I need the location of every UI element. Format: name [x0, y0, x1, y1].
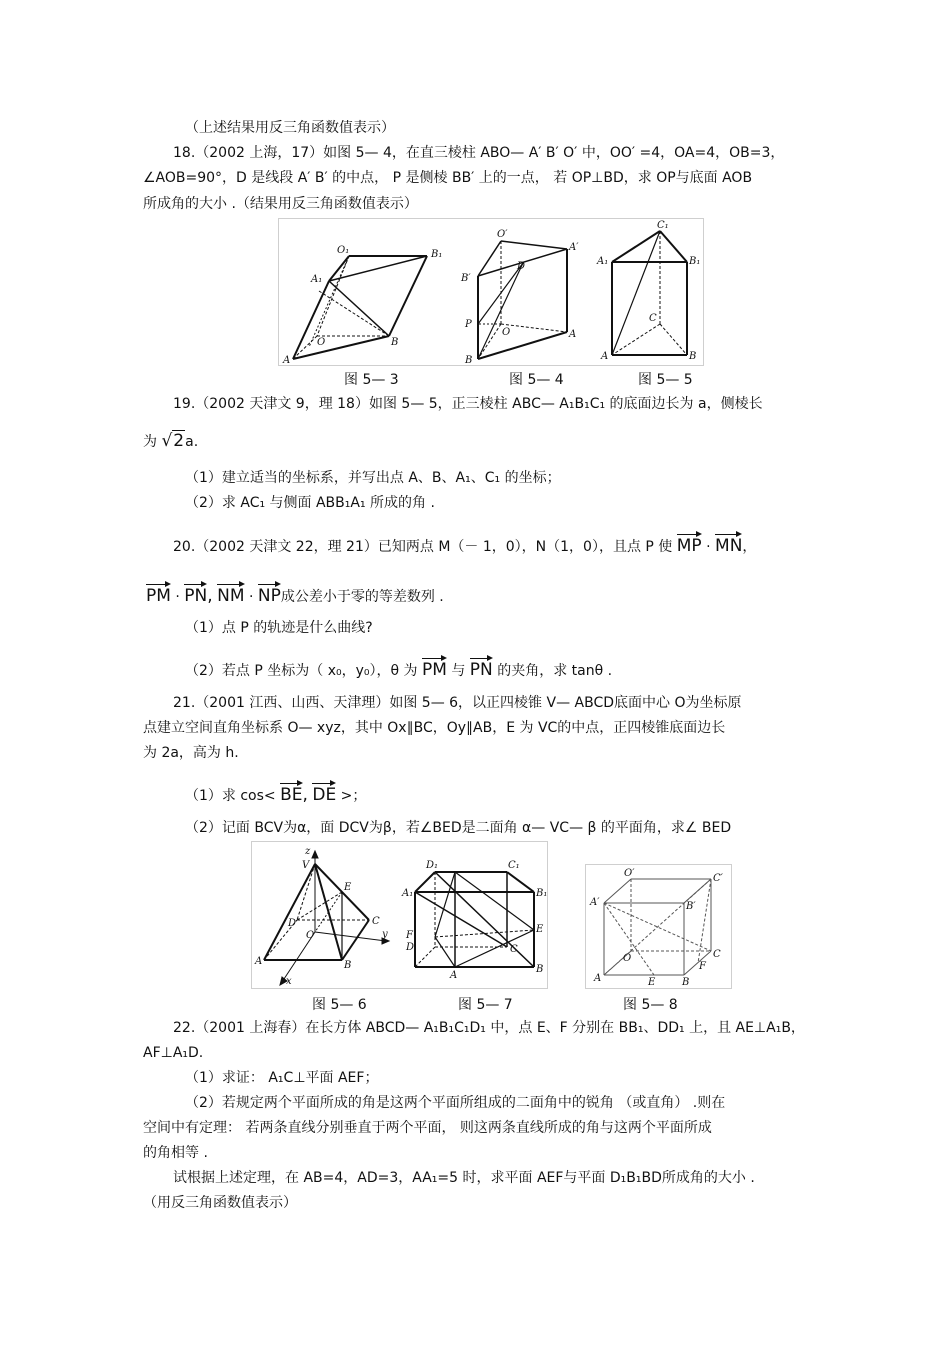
problem-22-line-3: 空间中有定理： 若两条直线分别垂直于两个平面， 则这两条直线所成的角与这两个平面所成 [143, 1120, 712, 1136]
vector-pn: PN [184, 586, 208, 606]
figures-5-3-to-5-5 [279, 219, 703, 365]
label: B [536, 964, 544, 975]
label: A [601, 351, 609, 362]
figure-caption: 图 5— 5 [638, 372, 693, 388]
label: D₁ [426, 860, 439, 871]
vector-nm: NM [217, 586, 245, 606]
problem-19-line-1: 19.（2002 天津文 9，理 18）如图 5— 5，正三棱柱 ABC— A₁B₁C₁ 的底面边长为 a，侧棱长 [173, 396, 763, 412]
label: B [689, 351, 697, 362]
label: A [594, 973, 602, 984]
text-span: , [302, 785, 308, 805]
text-line: （上述结果用反三角函数值表示） [185, 120, 395, 136]
radical-sign: √ [161, 431, 173, 451]
problem-21-item-1 [185, 783, 366, 805]
vector-de: DE [312, 785, 337, 805]
label: O [306, 930, 315, 941]
text-span: · [248, 589, 254, 605]
problem-21-item-2: （2）记面 BCV为α，面 DCV为β，若∠BED是二面角 α— VC— β 的平面角，求∠ BED [185, 820, 732, 836]
text-span: · [706, 539, 711, 555]
label: C [510, 944, 518, 955]
problem-18-line-1: 18.（2002 上海，17）如图 5— 4，在直三棱柱 ABO— A′ B′ O′ 中，OO′ =4，OA=4，OB=3， [173, 145, 785, 161]
label: x [286, 976, 292, 987]
label: z [305, 846, 311, 857]
vector-np: NP [257, 586, 281, 606]
text-span: 为 [143, 434, 157, 450]
label: A′ [569, 242, 579, 253]
sqrt-expression [161, 432, 185, 451]
label: O′ [497, 229, 508, 240]
problem-22-item-2: （2）若规定两个平面所成的角是这两个平面所组成的二面角中的锐角 （或直角） .则在 [185, 1095, 726, 1111]
label: A₁ [402, 888, 414, 899]
label: P [465, 319, 472, 330]
vector-be: BE [280, 785, 303, 805]
figure-caption: 图 5— 8 [623, 997, 678, 1013]
text-span: >； [340, 788, 367, 804]
label: C [649, 313, 657, 324]
label: y [382, 929, 388, 940]
problem-19-item-1: （1）建立适当的坐标系，并写出点 A、B、A₁、C₁ 的坐标； [185, 470, 561, 486]
label: A [450, 970, 458, 981]
text-span: 的夹角，求 tanθ . [497, 663, 613, 679]
problem-18-line-3: 所成角的大小 .（结果用反三角函数值表示） [143, 196, 418, 212]
text-span: （1）求 cos< [185, 788, 276, 804]
figure-5-8 [586, 865, 731, 988]
label: O [317, 337, 326, 348]
text-span: · [175, 589, 180, 605]
label: D [406, 942, 415, 953]
problem-21-line-3: 为 2a，高为 h. [143, 745, 239, 761]
radicand: 2 [173, 431, 185, 451]
text-span: 成公差小于零的等差数列 . [280, 589, 444, 605]
label: A [255, 956, 263, 967]
problem-20-line-2 [146, 584, 444, 606]
figure-group-2 [251, 841, 548, 989]
label: O [623, 953, 632, 964]
label: O₁ [337, 245, 350, 256]
figure-caption: 图 5— 7 [458, 997, 513, 1013]
label: O [502, 327, 511, 338]
label: B [465, 355, 473, 365]
label: B′ [686, 901, 696, 912]
text-span: ， [742, 539, 757, 555]
problem-21-line-2: 点建立空间直角坐标系 O— xyz，其中 Ox∥BC，Oy∥AB，E 为 VC的中点，正四棱锥底面边长 [143, 720, 726, 736]
figure-group-1 [278, 218, 704, 366]
text-span: 20.（2002 天津文 22，理 21）已知两点 M（－ 1，0），N（1，0），且点 P 使 [173, 539, 673, 555]
problem-20-item-1: （1）点 P 的轨迹是什么曲线? [185, 620, 373, 636]
text-span: , [207, 586, 213, 606]
text-span: （2）若点 P 坐标为（ x₀，y₀），θ 为 [185, 663, 418, 679]
label: B [391, 337, 399, 348]
label: D [288, 918, 297, 929]
label: E [344, 882, 352, 893]
text-span: a. [185, 434, 199, 450]
vector-pm: PM [146, 586, 171, 606]
label: B₁ [689, 256, 701, 267]
label: B₁ [431, 249, 443, 260]
label: V [302, 860, 310, 871]
label: C₁ [657, 220, 669, 231]
figures-5-6-5-7 [252, 842, 547, 988]
label: C [372, 916, 380, 927]
figure-5-3 [293, 256, 427, 359]
figure-5-8-box [585, 864, 732, 989]
label: O′ [624, 868, 635, 879]
vector-pn: PN [469, 660, 493, 680]
label: B [682, 977, 690, 988]
label: E [648, 977, 656, 988]
label: A₁ [597, 256, 609, 267]
problem-22-line-1: 22.（2001 上海春）在长方体 ABCD— A₁B₁C₁D₁ 中，点 E、F 分别在 BB₁、DD₁ 上，且 AE⊥A₁B， [173, 1020, 805, 1036]
label: B [344, 960, 352, 971]
label: C₁ [508, 860, 520, 871]
figure-caption: 图 5— 6 [312, 997, 367, 1013]
label: B′ [461, 273, 471, 284]
problem-22-line-6: （用反三角函数值表示） [143, 1195, 297, 1211]
label: A′ [590, 897, 600, 908]
problem-18-line-2: ∠AOB=90°，D 是线段 A′ B′ 的中点， P 是侧棱 BB′ 上的一点， 若 OP⊥BD，求 OP与底面 AOB [143, 170, 753, 186]
vector-mn: MN [715, 536, 743, 556]
figure-5-6 [264, 851, 389, 985]
problem-20-line-1 [173, 534, 756, 556]
vector-pm: PM [421, 660, 447, 680]
label: F [406, 930, 413, 941]
figure-5-4 [478, 241, 567, 359]
label: B₁ [536, 888, 547, 899]
label: E [536, 924, 544, 935]
problem-22-line-2: AF⊥A₁D. [143, 1045, 204, 1061]
problem-20-item-2 [185, 658, 612, 680]
vector-mp: MP [676, 536, 702, 556]
problem-19-item-2: （2）求 AC₁ 与侧面 ABB₁A₁ 所成的角 . [185, 495, 435, 511]
label: C′ [713, 873, 723, 884]
problem-22-line-4: 的角相等 . [143, 1145, 208, 1161]
problem-21-line-1: 21.（2001 江西、山西、天津理）如图 5— 6，以正四棱锥 V— ABCD底面中心 O为坐标原 [173, 695, 742, 711]
text-span: 与 [451, 663, 466, 679]
label: A₁ [311, 274, 323, 285]
figure-caption: 图 5— 4 [509, 372, 564, 388]
figure-caption: 图 5— 3 [344, 372, 399, 388]
label: A [283, 355, 291, 365]
problem-22-item-1: （1）求证： A₁C⊥平面 AEF； [185, 1070, 379, 1086]
figure-5-5 [612, 231, 687, 355]
label: D [517, 261, 526, 272]
label: C [713, 949, 721, 960]
label: A [569, 329, 577, 340]
label: F [699, 961, 706, 972]
problem-19-line-2 [143, 432, 198, 451]
problem-22-line-5: 试根据上述定理，在 AB=4，AD=3，AA₁=5 时，求平面 AEF与平面 D₁B₁BD所成角的大小 . [173, 1170, 755, 1186]
